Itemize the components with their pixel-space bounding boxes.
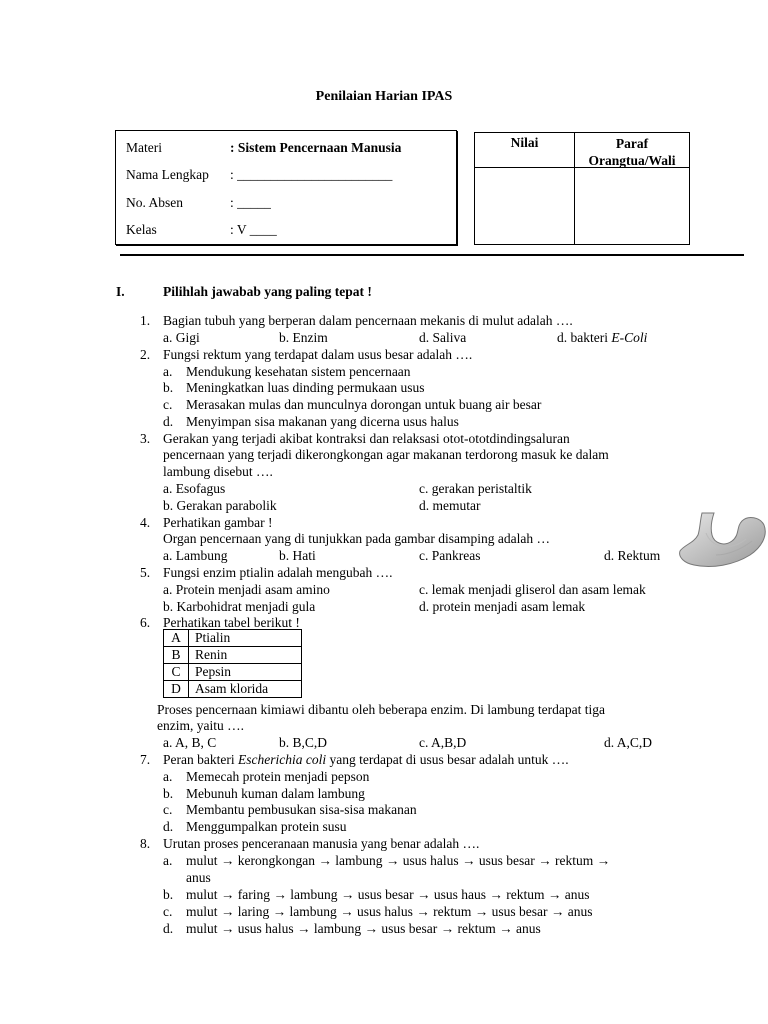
- section-number: I.: [116, 284, 125, 299]
- q7-option-d: Menggumpalkan protein susu: [186, 819, 347, 834]
- kelas-row: [126, 222, 277, 238]
- q2-option-d: Menyimpan sisa makanan yang dicerna usus halus: [186, 414, 459, 429]
- q3-option-a: a. Esofagus: [163, 481, 226, 496]
- materi-value: : Sistem Pencernaan Manusia: [230, 140, 402, 155]
- q3-option-b: b. Gerakan parabolik: [163, 498, 277, 513]
- q8-number: 8.: [140, 836, 151, 851]
- q4-line2: Organ pencernaan yang di tunjukkan pada gambar disamping adalah …: [163, 531, 550, 546]
- table-cell-letter: D: [164, 681, 189, 698]
- q2-option-c: Merasakan mulas dan munculnya dorongan untuk buang air besar: [186, 397, 542, 412]
- q2-option-b-letter: b.: [163, 380, 174, 395]
- stomach-icon: [676, 511, 768, 569]
- q5-text: Fungsi enzim ptialin adalah mengubah ….: [163, 565, 393, 580]
- q7-text-italic: Escherichia coli: [237, 752, 327, 767]
- q4-option-c: c. Pankreas: [419, 548, 481, 563]
- q3-line1: Gerakan yang terjadi akibat kontraksi dan relaksasi otot-ototdindingsaluran: [163, 431, 570, 446]
- table-row: [164, 630, 302, 647]
- q2-option-d-letter: d.: [163, 414, 174, 429]
- nama-value: : _______________________: [230, 167, 393, 182]
- q7-option-c-letter: c.: [163, 802, 173, 817]
- materi-row: [126, 140, 401, 156]
- q1-option-a: a. Gigi: [163, 330, 200, 345]
- q1-number: 1.: [140, 313, 151, 328]
- q2-option-a-letter: a.: [163, 364, 173, 379]
- q2-option-b: Meningkatkan luas dinding permukaan usus: [186, 380, 425, 395]
- nama-label: Nama Lengkap: [126, 167, 209, 182]
- q5-number: 5.: [140, 565, 151, 580]
- q2-text: Fungsi rektum yang terdapat dalam usus besar adalah ….: [163, 347, 473, 362]
- table-cell-enzyme: Renin: [189, 647, 302, 664]
- q1-text: Bagian tubuh yang berperan dalam pencernaan mekanis di mulut adalah ….: [163, 313, 573, 328]
- section-title: Pilihlah jawabab yang paling tepat !: [163, 284, 372, 299]
- q8-option-c-letter: c.: [163, 904, 173, 919]
- q3-option-d: d. memutar: [419, 498, 481, 513]
- q7-option-c: Membantu pembusukan sisa-sisa makanan: [186, 802, 417, 817]
- q8-option-b: mulut → faring → lambung → usus besar → usus haus → rektum → anus: [186, 887, 590, 902]
- q5-option-b: b. Karbohidrat menjadi gula: [163, 599, 316, 614]
- q7-option-b-letter: b.: [163, 786, 174, 801]
- q1-option-d-text: d. bakteri: [557, 330, 612, 345]
- nilai-header: Nilai: [510, 135, 539, 150]
- table-cell-enzyme: Asam klorida: [189, 681, 302, 698]
- q7-text-pre: Peran bakteri: [163, 752, 238, 767]
- table-cell-letter: A: [164, 630, 189, 647]
- q1-option-d-italic: E-Coli: [611, 330, 648, 345]
- q5-option-a: a. Protein menjadi asam amino: [163, 582, 330, 597]
- q4-option-d: d. Rektum: [604, 548, 661, 563]
- kelas-label: Kelas: [126, 222, 157, 237]
- paraf-line2: Orangtua/Wali: [588, 153, 676, 168]
- absen-row: [126, 195, 271, 211]
- q8-option-a: mulut → kerongkongan → lambung → usus halus → usus besar → rektum →: [186, 853, 611, 868]
- q7-option-b: Mebunuh kuman dalam lambung: [186, 786, 365, 801]
- q8-option-a-letter: a.: [163, 853, 173, 868]
- page-title: Penilaian Harian IPAS: [315, 89, 453, 104]
- q8-option-d-letter: d.: [163, 921, 174, 936]
- absen-value: : _____: [230, 195, 271, 210]
- q8-option-d: mulut → usus halus → lambung → usus besar → rektum → anus: [186, 921, 541, 936]
- q1-option-b: b. Enzim: [279, 330, 328, 345]
- q7-option-a: Memecah protein menjadi pepson: [186, 769, 370, 784]
- q6-line2: Proses pencernaan kimiawi dibantu oleh beberapa enzim. Di lambung terdapat tiga: [157, 702, 605, 717]
- materi-label: Materi: [126, 140, 162, 155]
- table-row: [164, 664, 302, 681]
- enzyme-table: [163, 629, 302, 698]
- q6-number: 6.: [140, 615, 151, 630]
- kelas-value: : V ____: [230, 222, 277, 237]
- grade-box: [474, 132, 690, 245]
- q4-number: 4.: [140, 515, 151, 530]
- q8-option-a-cont: anus: [186, 870, 211, 885]
- q7-number: 7.: [140, 752, 151, 767]
- q4-line1: Perhatikan gambar !: [163, 515, 273, 530]
- student-info-box: [115, 130, 457, 245]
- table-row: [164, 647, 302, 664]
- q2-number: 2.: [140, 347, 151, 362]
- q7-option-d-letter: d.: [163, 819, 174, 834]
- q3-line3: lambung disebut ….: [163, 464, 273, 479]
- q1-option-d: [557, 329, 647, 346]
- q3-number: 3.: [140, 431, 151, 446]
- table-row: [164, 681, 302, 698]
- q3-option-c: c. gerakan peristaltik: [419, 481, 532, 496]
- table-cell-enzyme: Ptialin: [189, 630, 302, 647]
- absen-label: No. Absen: [126, 195, 183, 210]
- divider-rule: [120, 254, 744, 256]
- paraf-line1: Paraf: [615, 136, 649, 151]
- q2-option-a: Mendukung kesehatan sistem pencernaan: [186, 364, 411, 379]
- q3-line2: pencernaan yang terjadi dikerongkongan agar makanan terdorong masuk ke dalam: [163, 447, 609, 462]
- q1-option-c: d. Saliva: [419, 330, 467, 345]
- q6-option-c: c. A,B,D: [419, 735, 467, 750]
- q8-option-b-letter: b.: [163, 887, 174, 902]
- nama-row: [126, 167, 392, 183]
- q4-option-b: b. Hati: [279, 548, 316, 563]
- q6-option-a: a. A, B, C: [163, 735, 217, 750]
- q6-line3: enzim, yaitu ….: [157, 718, 244, 733]
- q6-option-d: d. A,C,D: [604, 735, 653, 750]
- table-cell-enzyme: Pepsin: [189, 664, 302, 681]
- table-cell-letter: C: [164, 664, 189, 681]
- q8-text: Urutan proses penceranaan manusia yang benar adalah ….: [163, 836, 480, 851]
- q7-text-post: yang terdapat di usus besar adalah untuk ….: [326, 752, 569, 767]
- q6-option-b: b. B,C,D: [279, 735, 328, 750]
- q7-option-a-letter: a.: [163, 769, 173, 784]
- q2-option-c-letter: c.: [163, 397, 173, 412]
- q8-option-c: mulut → laring → lambung → usus halus → rektum → usus besar → anus: [186, 904, 593, 919]
- table-cell-letter: B: [164, 647, 189, 664]
- q4-option-a: a. Lambung: [163, 548, 228, 563]
- q5-option-c: c. lemak menjadi gliserol dan asam lemak: [419, 582, 646, 597]
- paraf-header: [575, 135, 689, 169]
- q6-text: Perhatikan tabel berikut !: [163, 615, 300, 630]
- q5-option-d: d. protein menjadi asam lemak: [419, 599, 586, 614]
- q7-text: [163, 751, 569, 768]
